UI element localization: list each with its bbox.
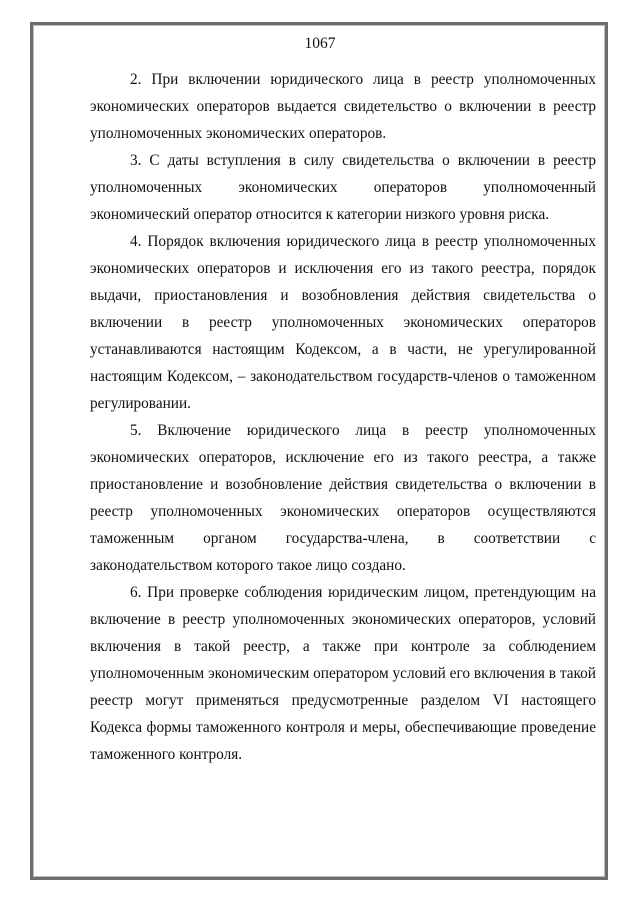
page-number: 1067 (304, 35, 336, 52)
paragraph-6: 6. При проверке соблюдения юридическим лицом, претендующим на включение в реестр уполномоченных экономических операторов, условий включения в такой реестр, а также при контроле за соблюдением уполномоченным экономическим оператором условий его включения в такой реестр могут применяться предусмотренные разделом VI настоящего Кодекса формы таможенного контроля и меры, обеспечивающие проведение таможенного контроля. (90, 584, 596, 763)
paragraph-4: 4. Порядок включения юридического лица в реестр уполномоченных экономических операторов и исключения его из такого реестра, порядок выдачи, приостановления и возобновления действия свидетельства о включении в реестр уполномоченных экономических операторов устанавливаются настоящим Кодексом, а в части, не урегулированной настоящим Кодексом, – законодательством государств-членов о таможенном регулировании. (90, 233, 596, 412)
paragraph-5: 5. Включение юридического лица в реестр уполномоченных экономических операторов, исключение его из такого реестра, а также приостановление и возобновление действия свидетельства о включении в реестр уполномоченных экономических операторов осуществляются таможенным органом государства-члена, в соответствии с законодательством которого такое лицо создано. (90, 422, 596, 574)
document-body (90, 66, 596, 768)
paragraph-3: 3. С даты вступления в силу свидетельства о включении в реестр уполномоченных экономических операторов уполномоченный экономический оператор относится к категории низкого уровня риска. (90, 152, 596, 223)
paragraph-2: 2. При включении юридического лица в реестр уполномоченных экономических операторов выдается свидетельство о включении в реестр уполномоченных экономических операторов. (90, 71, 596, 142)
